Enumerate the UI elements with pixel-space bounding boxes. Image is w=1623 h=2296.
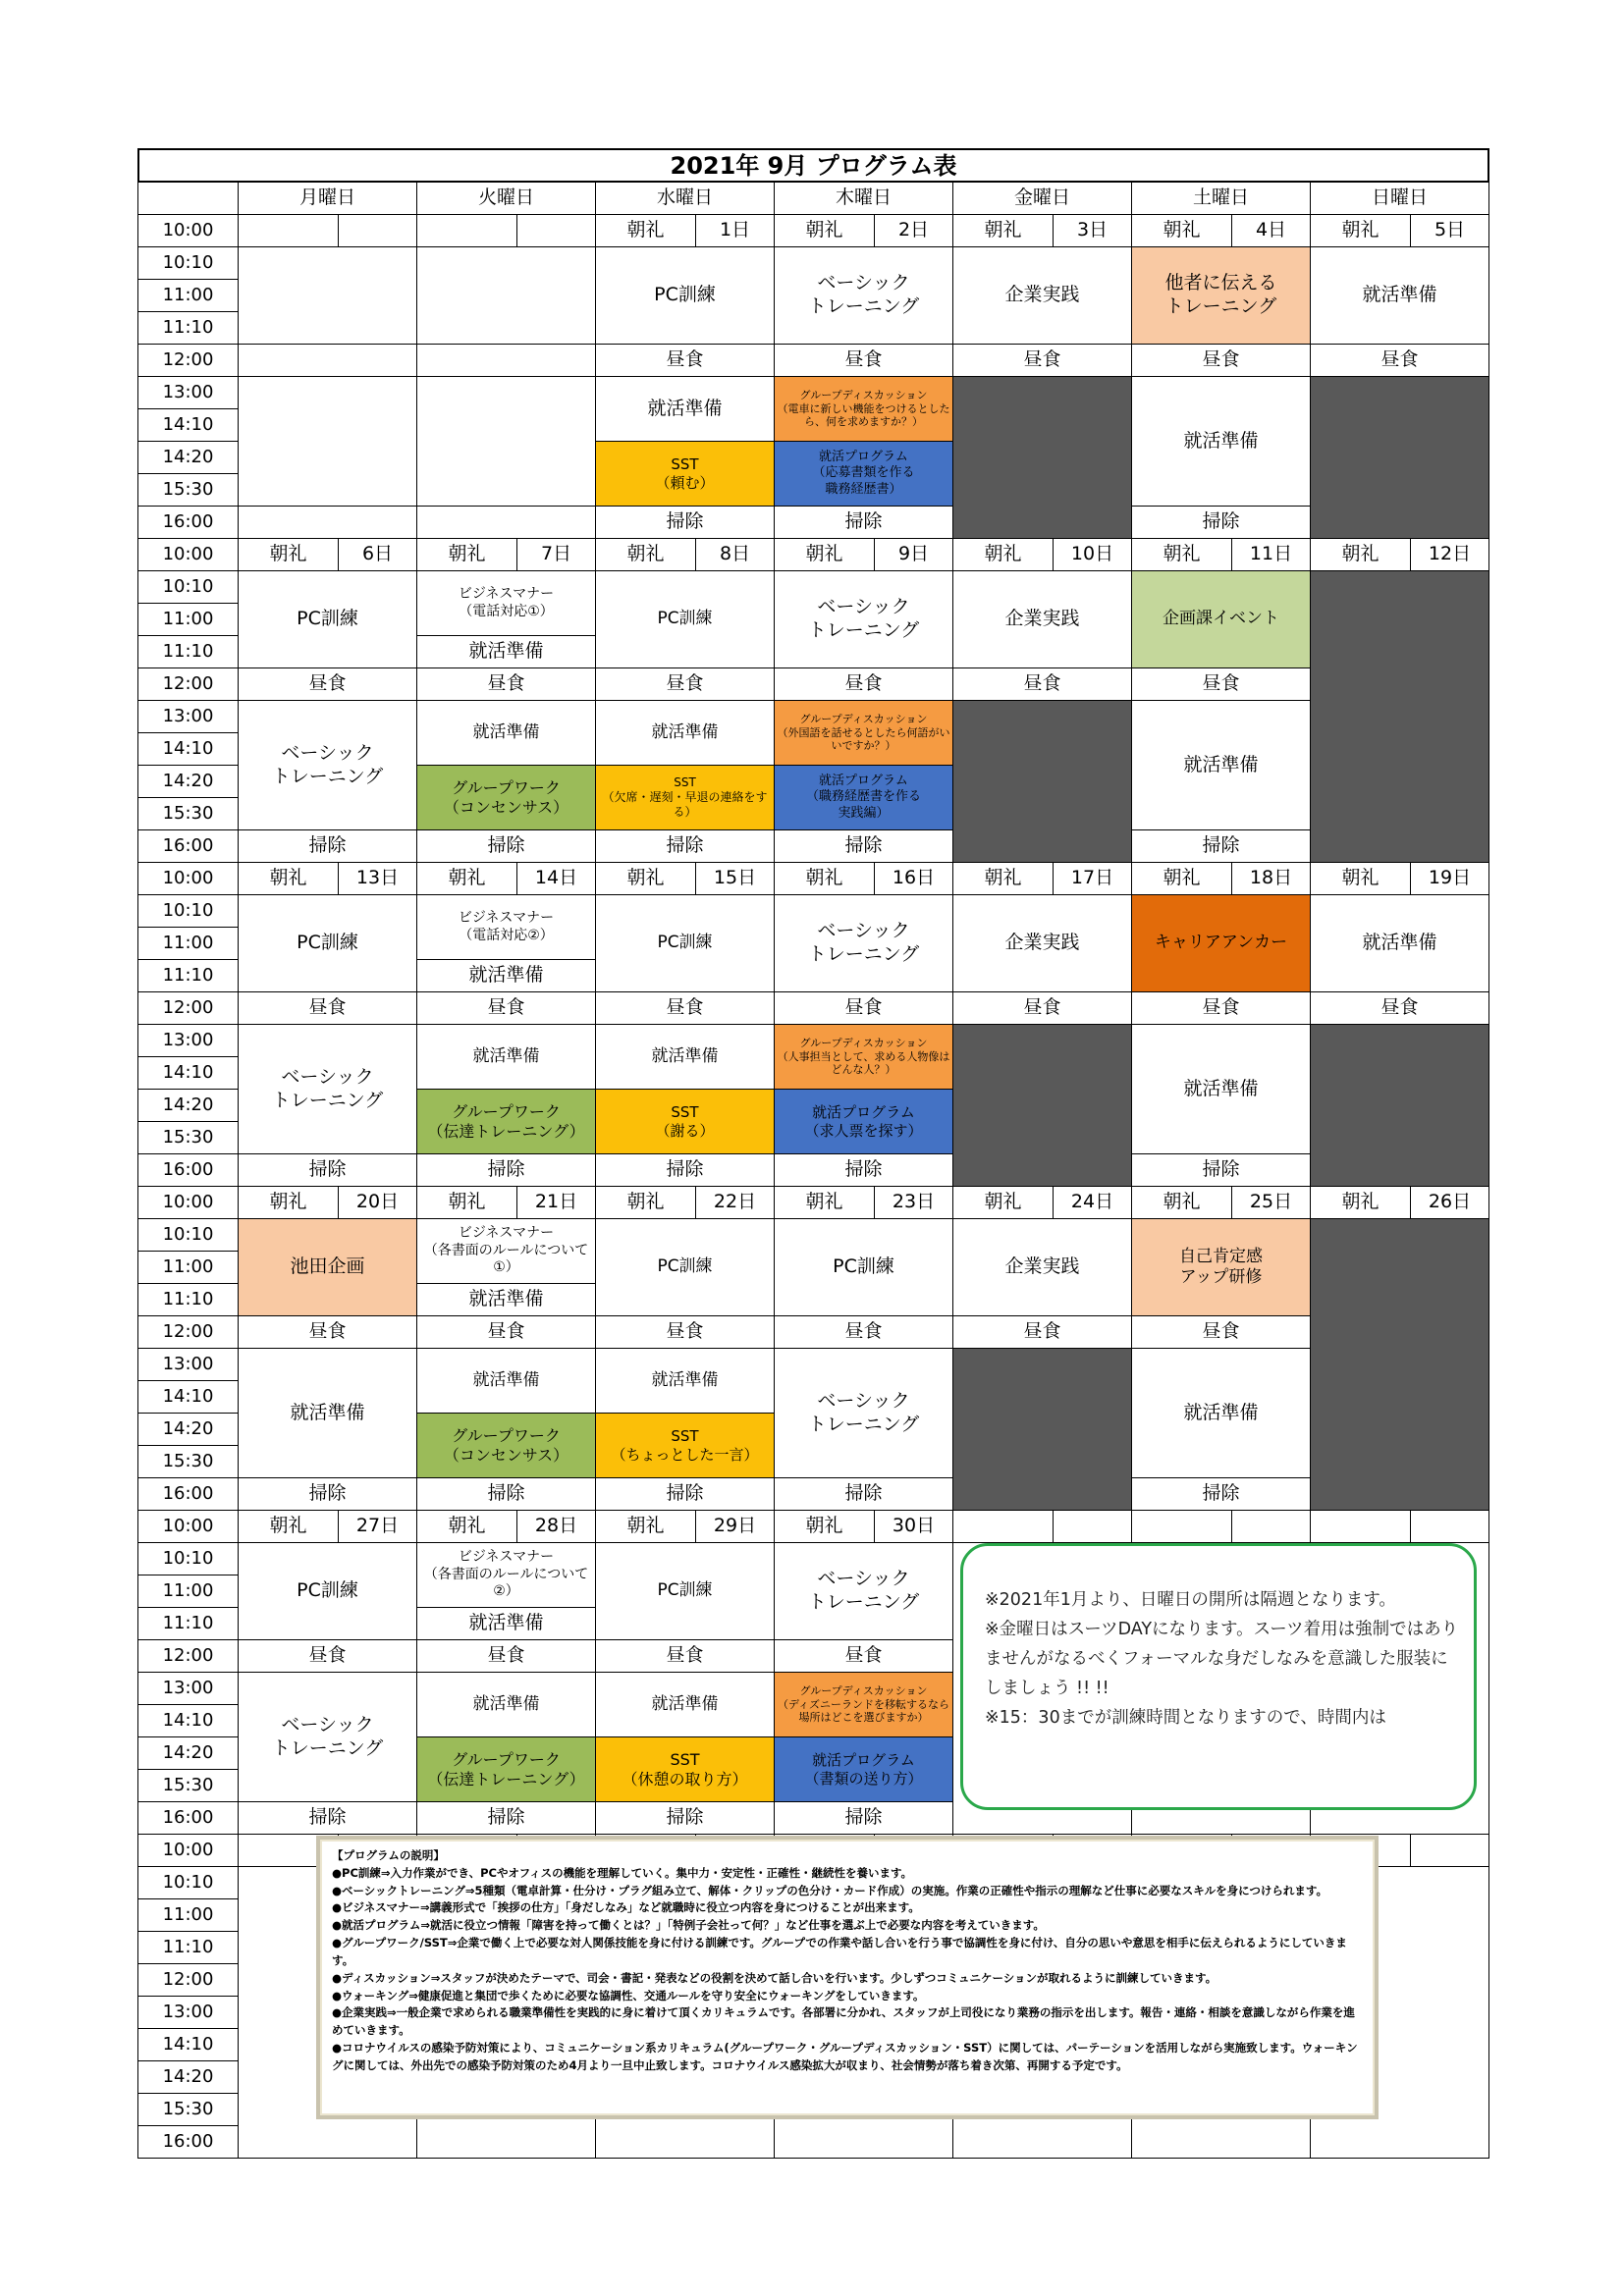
shukatsu-junbi: 就活準備: [416, 1348, 596, 1414]
chorei-cell: 朝礼: [774, 862, 875, 895]
time-label: 11:00: [137, 603, 239, 636]
time-label: 14:20: [137, 2060, 239, 2094]
pc-training: PC訓練: [595, 894, 775, 992]
time-label: 16:00: [137, 1153, 239, 1187]
group-work: グループワーク （コンセンサス）: [416, 765, 596, 830]
description-item: ●コロナウイルスの感染予防対策により、コミュニケーション系カリキュラム(グループワーク・グループディスカッション・SST）に関しては、パーテーションを活用しながら実施致します。ウォーキングに関しては、外出先での感染予防対策のため4月より一旦中止致します。コロナウイルス感染拡大が収まり、社会情勢が落ち着き次第、再開する予定です。: [332, 2040, 1358, 2072]
time-label: 15:30: [137, 1121, 239, 1154]
cleaning-cell: 掃除: [774, 506, 953, 539]
lunch-cell: 昼食: [952, 667, 1132, 701]
chorei-cell: 朝礼: [416, 1186, 517, 1219]
event-cell: 自己肯定感 アップ研修: [1131, 1218, 1311, 1316]
cleaning-cell: 掃除: [774, 1801, 953, 1835]
cleaning-cell: 掃除: [595, 1801, 775, 1835]
cleaning-cell: 掃除: [1131, 829, 1311, 863]
sst-cell: SST （休憩の取り方）: [595, 1736, 775, 1802]
date-cell: 9日: [874, 538, 953, 571]
time-label: 14:10: [137, 1056, 239, 1090]
description-item: ●PC訓練⇒入力作業ができ、PCやオフィスの機能を理解していく。集中力・安定性・正確性・継続性を養います。: [332, 1865, 913, 1880]
cleaning-cell: 掃除: [595, 829, 775, 863]
cleaning-cell: 掃除: [774, 1153, 953, 1187]
time-label: 11:10: [137, 1607, 239, 1640]
business-manner: ビジネスマナー （電話対応②）: [416, 894, 596, 960]
basic-training: PC訓練: [774, 1218, 953, 1316]
chorei-cell: 朝礼: [595, 214, 696, 247]
event-cell: 企画課イベント: [1131, 570, 1311, 668]
pc-training: PC訓練: [595, 570, 775, 668]
kigyo-jissen: 企業実践: [952, 246, 1132, 345]
empty-cell: [238, 246, 417, 345]
group-discussion: グループディスカッション （人事担当として、求める人物像はどんな人？）: [774, 1024, 953, 1090]
description-item: ●ビジネスマナー⇒講義形式で「挨拶の仕方」「身だしなみ」など就職時に役立つ内容を身につけることが出来ます。: [332, 1900, 920, 1915]
date-cell: 4日: [1231, 214, 1311, 247]
cleaning-cell: 掃除: [416, 1477, 596, 1511]
lunch-cell: 昼食: [774, 667, 953, 701]
header-blank: [137, 182, 239, 215]
lunch-cell: 昼食: [416, 1639, 596, 1673]
time-label: 10:00: [137, 862, 239, 895]
chorei-cell: 朝礼: [238, 538, 339, 571]
shukatsu-program: 就活プログラム （職務経歴書を作る 実践編）: [774, 765, 953, 830]
description-item: ●企業実践⇒一般企業で求められる職業準備性を実践的に身に着けて頂くカリキュラムです。各部署に分かれ、スタッフが上司役になり業務の指示を出します。報告・連絡・相談を意識しながら作業を進めていきます。: [332, 2005, 1355, 2038]
closed-cell: [1310, 1218, 1489, 1511]
date-cell: 16日: [874, 862, 953, 895]
chorei-cell: 朝礼: [1131, 538, 1232, 571]
lunch-cell: 昼食: [238, 1315, 417, 1349]
date-cell: 15日: [695, 862, 775, 895]
time-label: 10:10: [137, 570, 239, 604]
shukatsu-junbi: 就活準備: [416, 1024, 596, 1090]
kigyo-jissen: 企業実践: [952, 1218, 1132, 1316]
time-label: 10:10: [137, 894, 239, 928]
time-label: 10:00: [137, 1834, 239, 1867]
lunch-cell: 昼食: [1131, 1315, 1311, 1349]
time-label: 14:20: [137, 441, 239, 474]
cleaning-cell: 掃除: [595, 1477, 775, 1511]
time-label: 11:00: [137, 927, 239, 960]
pc-training: PC訓練: [238, 1542, 417, 1640]
chorei-cell: 朝礼: [1131, 1186, 1232, 1219]
pc-training: PC訓練: [238, 570, 417, 668]
day-header: 火曜日: [416, 182, 596, 215]
cleaning-cell: 掃除: [1131, 1153, 1311, 1187]
date-cell: 6日: [338, 538, 417, 571]
shukatsu-junbi: 就活準備: [1131, 1348, 1311, 1478]
time-label: 10:00: [137, 1510, 239, 1543]
time-label: 11:10: [137, 959, 239, 992]
shukatsu-junbi: 就活準備: [595, 1348, 775, 1414]
time-label: 12:00: [137, 344, 239, 377]
date-cell: 23日: [874, 1186, 953, 1219]
date-cell: 22日: [695, 1186, 775, 1219]
date-cell: 13日: [338, 862, 417, 895]
time-label: 10:10: [137, 1866, 239, 1899]
basic-training: ベーシック トレーニング: [774, 1348, 953, 1478]
chorei-cell: 朝礼: [238, 862, 339, 895]
time-label: 16:00: [137, 829, 239, 863]
pc-training: PC訓練: [595, 1218, 775, 1316]
group-work: グループワーク （コンセンサス）: [416, 1413, 596, 1478]
shukatsu-junbi: 就活準備: [595, 1024, 775, 1090]
empty-cell: [238, 344, 417, 377]
day-header: 土曜日: [1131, 182, 1311, 215]
shukatsu-junbi: 就活準備: [595, 1672, 775, 1737]
date-cell: 8日: [695, 538, 775, 571]
time-label: 13:00: [137, 1024, 239, 1057]
cleaning-cell: 掃除: [1131, 1477, 1311, 1511]
lunch-cell: 昼食: [238, 1639, 417, 1673]
cleaning-cell: 掃除: [595, 1153, 775, 1187]
lunch-cell: 昼食: [774, 344, 953, 377]
date-cell: 12日: [1410, 538, 1489, 571]
lunch-cell: 昼食: [595, 344, 775, 377]
time-label: 12:00: [137, 1963, 239, 1997]
lunch-cell: 昼食: [774, 1639, 953, 1673]
time-label: 14:10: [137, 2028, 239, 2061]
cleaning-cell: 掃除: [416, 1801, 596, 1835]
group-discussion: グループディスカッション （外国語を話せるとしたら何語がいいですか？）: [774, 700, 953, 766]
shukatsu-junbi: 就活準備: [416, 1607, 596, 1640]
time-label: 16:00: [137, 1801, 239, 1835]
empty-cell: [516, 214, 596, 247]
lunch-cell: 昼食: [774, 991, 953, 1025]
date-cell: 2日: [874, 214, 953, 247]
shukatsu-junbi: 就活準備: [416, 959, 596, 992]
empty-cell: [238, 214, 339, 247]
empty-cell: [1410, 1834, 1489, 1867]
basic-training: 就活準備: [238, 1348, 417, 1478]
closed-cell: [952, 1348, 1132, 1511]
time-label: 16:00: [137, 2125, 239, 2159]
time-label: 13:00: [137, 700, 239, 733]
description-item: ●就活プログラム⇒就活に役立つ情報「障害を持って働くとは？」「特例子会社って何？」など仕事を選ぶ上で必要な内容を考えていきます。: [332, 1918, 1045, 1933]
time-label: 15:30: [137, 1445, 239, 1478]
chorei-cell: 朝礼: [416, 1510, 517, 1543]
description-item: ●ディスカッション⇒スタッフが決めたテーマで、司会・書記・発表などの役割を決めて話し合いを行います。少しずつコミュニケーションが取れるように訓練していきます。: [332, 1970, 1217, 1985]
event-cell: キャリアアンカー: [1131, 894, 1311, 992]
chorei-cell: 朝礼: [952, 538, 1054, 571]
description-item: ●ベーシックトレーニング⇒5種類（電卓計算・仕分け・プラグ組み立て、解体・クリップの色分け・カード作成）の実施。作業の正確性や指示の理解など仕事に必要なスキルを身につけられます。: [332, 1883, 1328, 1897]
lunch-cell: 昼食: [1310, 344, 1489, 377]
lunch-cell: 昼食: [595, 667, 775, 701]
time-label: 14:10: [137, 732, 239, 766]
date-cell: 14日: [516, 862, 596, 895]
empty-cell: [416, 214, 517, 247]
time-label: 10:10: [137, 246, 239, 280]
date-cell: 5日: [1410, 214, 1489, 247]
empty-cell: [238, 376, 417, 507]
time-label: 11:10: [137, 635, 239, 668]
lunch-cell: 昼食: [1310, 991, 1489, 1025]
shukatsu-junbi: 就活準備: [1310, 894, 1489, 992]
lunch-cell: 昼食: [238, 991, 417, 1025]
date-cell: 27日: [338, 1510, 417, 1543]
chorei-cell: 朝礼: [774, 538, 875, 571]
date-cell: 1日: [695, 214, 775, 247]
shukatsu-junbi: 就活準備: [1131, 1024, 1311, 1154]
time-label: 12:00: [137, 1315, 239, 1349]
date-cell: 25日: [1231, 1186, 1311, 1219]
chorei-cell: 朝礼: [1310, 214, 1411, 247]
basic-training: ベーシック トレーニング: [238, 1672, 417, 1802]
business-manner: ビジネスマナー （各書面のルールについて②）: [416, 1542, 596, 1608]
day-header: 水曜日: [595, 182, 775, 215]
empty-cell: [238, 506, 417, 539]
empty-cell: [416, 376, 596, 507]
chorei-cell: 朝礼: [774, 1510, 875, 1543]
time-label: 12:00: [137, 991, 239, 1025]
chorei-cell: 朝礼: [416, 862, 517, 895]
chorei-cell: 朝礼: [952, 1186, 1054, 1219]
time-label: 11:00: [137, 279, 239, 312]
day-header: 木曜日: [774, 182, 953, 215]
time-label: 10:00: [137, 538, 239, 571]
lunch-cell: 昼食: [952, 344, 1132, 377]
time-label: 15:30: [137, 797, 239, 830]
time-label: 16:00: [137, 506, 239, 539]
chorei-cell: 朝礼: [238, 1186, 339, 1219]
notice-text: ※15：30までが訓練時間となりますので、時間内は: [985, 1708, 1386, 1729]
chorei-cell: 朝礼: [774, 214, 875, 247]
time-label: 15:30: [137, 1769, 239, 1802]
closed-cell: [952, 700, 1132, 863]
date-cell: 7日: [516, 538, 596, 571]
time-label: 14:20: [137, 1089, 239, 1122]
time-label: 11:10: [137, 1931, 239, 1964]
date-cell: 21日: [516, 1186, 596, 1219]
time-label: 13:00: [137, 376, 239, 409]
closed-cell: [1310, 570, 1489, 863]
pc-training: PC訓練: [238, 894, 417, 992]
lunch-cell: 昼食: [595, 1639, 775, 1673]
chorei-cell: 朝礼: [595, 862, 696, 895]
time-label: 14:20: [137, 1736, 239, 1770]
date-cell: 19日: [1410, 862, 1489, 895]
chorei-cell: 朝礼: [952, 214, 1054, 247]
closed-cell: [952, 376, 1132, 539]
empty-cell: [416, 246, 596, 345]
time-label: 11:00: [137, 1251, 239, 1284]
shukatsu-junbi: 就活準備: [416, 635, 596, 668]
date-cell: 24日: [1053, 1186, 1132, 1219]
time-label: 11:00: [137, 1575, 239, 1608]
lunch-cell: 昼食: [952, 991, 1132, 1025]
sst-cell: SST （頼む）: [595, 441, 775, 507]
chorei-cell: 朝礼: [1310, 1186, 1411, 1219]
time-label: 12:00: [137, 1639, 239, 1673]
shukatsu-program: 就活プログラム （求人票を探す）: [774, 1089, 953, 1154]
cleaning-cell: 掃除: [238, 1477, 417, 1511]
empty-cell: [1410, 1510, 1489, 1543]
time-label: 14:20: [137, 1413, 239, 1446]
cleaning-cell: 掃除: [238, 1153, 417, 1187]
chorei-cell: 朝礼: [774, 1186, 875, 1219]
pc-training: PC訓練: [595, 1542, 775, 1640]
sst-cell: SST （謝る）: [595, 1089, 775, 1154]
basic-training: ベーシック トレーニング: [774, 570, 953, 668]
shukatsu-junbi: 就活準備: [595, 700, 775, 766]
sst-cell: SST （ちょっとした一言）: [595, 1413, 775, 1478]
chorei-cell: 朝礼: [595, 1510, 696, 1543]
time-label: 13:00: [137, 1348, 239, 1381]
shukatsu-junbi: 就活準備: [1131, 376, 1311, 507]
cleaning-cell: 掃除: [595, 506, 775, 539]
cleaning-cell: 掃除: [416, 829, 596, 863]
basic-training: ベーシック トレーニング: [238, 700, 417, 830]
chorei-cell: 朝礼: [416, 538, 517, 571]
event-cell: 池田企画: [238, 1218, 417, 1316]
lunch-cell: 昼食: [416, 991, 596, 1025]
chorei-cell: 朝礼: [238, 1510, 339, 1543]
date-cell: 20日: [338, 1186, 417, 1219]
basic-training: ベーシック トレーニング: [238, 1024, 417, 1154]
shukatsu-program: 就活プログラム （応募書類を作る 職務経歴書）: [774, 441, 953, 507]
closed-cell: [1310, 1024, 1489, 1187]
lunch-cell: 昼食: [416, 1315, 596, 1349]
shukatsu-junbi: 就活準備: [416, 1672, 596, 1737]
shukatsu-junbi: 就活準備: [416, 1283, 596, 1316]
cleaning-cell: 掃除: [774, 829, 953, 863]
group-work: グループワーク （伝達トレーニング）: [416, 1736, 596, 1802]
time-label: 14:20: [137, 765, 239, 798]
date-cell: 11日: [1231, 538, 1311, 571]
cleaning-cell: 掃除: [238, 829, 417, 863]
shukatsu-junbi: 就活準備: [1310, 246, 1489, 345]
closed-cell: [952, 1024, 1132, 1187]
program-description: [316, 1836, 1379, 2119]
empty-cell: [1231, 1510, 1311, 1543]
kigyo-jissen: 企業実践: [952, 570, 1132, 668]
basic-training: ベーシック トレーニング: [774, 1542, 953, 1640]
time-label: 10:10: [137, 1218, 239, 1252]
date-cell: 26日: [1410, 1186, 1489, 1219]
cleaning-cell: 掃除: [238, 1801, 417, 1835]
time-label: 10:00: [137, 1186, 239, 1219]
time-label: 11:10: [137, 311, 239, 345]
lunch-cell: 昼食: [595, 991, 775, 1025]
basic-training: ベーシック トレーニング: [774, 246, 953, 345]
shukatsu-junbi: 就活準備: [416, 700, 596, 766]
chorei-cell: 朝礼: [595, 538, 696, 571]
time-label: 14:10: [137, 1704, 239, 1737]
day-header: 月曜日: [238, 182, 417, 215]
date-cell: 10日: [1053, 538, 1132, 571]
lunch-cell: 昼食: [1131, 667, 1311, 701]
time-label: 14:10: [137, 408, 239, 442]
kigyo-jissen: 企業実践: [952, 894, 1132, 992]
chorei-cell: 朝礼: [1131, 214, 1232, 247]
chorei-cell: 朝礼: [595, 1186, 696, 1219]
cleaning-cell: 掃除: [774, 1477, 953, 1511]
time-label: 16:00: [137, 1477, 239, 1511]
pc-training: PC訓練: [595, 246, 775, 345]
chorei-cell: 朝礼: [1310, 538, 1411, 571]
group-discussion: グループディスカッション （電車に新しい機能をつけるとしたら、何を求めますか？）: [774, 376, 953, 442]
lunch-cell: 昼食: [416, 667, 596, 701]
date-cell: 18日: [1231, 862, 1311, 895]
lunch-cell: 昼食: [595, 1315, 775, 1349]
date-cell: 3日: [1053, 214, 1132, 247]
business-manner: ビジネスマナー （各書面のルールについて①）: [416, 1218, 596, 1284]
empty-cell: [416, 344, 596, 377]
time-label: 11:00: [137, 1898, 239, 1932]
date-cell: 28日: [516, 1510, 596, 1543]
empty-cell: [1131, 1510, 1232, 1543]
time-label: 11:10: [137, 1283, 239, 1316]
shukatsu-junbi: 就活準備: [1131, 700, 1311, 830]
date-cell: 30日: [874, 1510, 953, 1543]
notice-text: ※金曜日はスーツDAYになります。スーツ着用は強制ではありませんがなるべくフォーマルな身だしなみを意識した服装にしましょう !! !!: [985, 1620, 1459, 1699]
description-item: ●ウォーキング⇒健康促進と集団で歩くために必要な協調性、交通ルールを守り安全にウォーキングをしていきます。: [332, 1988, 925, 2002]
basic-training: ベーシック トレーニング: [774, 894, 953, 992]
chorei-cell: 朝礼: [952, 862, 1054, 895]
description-heading: 【プログラムの説明】: [332, 1848, 445, 1862]
day-header: 金曜日: [952, 182, 1132, 215]
description-item: ●グループワーク/SST⇒企業で働く上で必要な対人関係技能を身に付ける訓練です。グループでの作業や話し合いを行う事で協調性を身に付け、自分の思いや意思を相手に伝えられるようにしていきます。: [332, 1936, 1347, 1967]
business-manner: ビジネスマナー （電話対応①）: [416, 570, 596, 636]
shukatsu-program: 就活プログラム （書類の送り方）: [774, 1736, 953, 1802]
lunch-cell: 昼食: [1131, 991, 1311, 1025]
chorei-cell: 朝礼: [1310, 862, 1411, 895]
date-cell: 17日: [1053, 862, 1132, 895]
notice-text: ※2021年1月より、日曜日の開所は隔週となります。: [985, 1590, 1396, 1610]
empty-cell: [416, 506, 596, 539]
cleaning-cell: 掃除: [416, 1153, 596, 1187]
date-cell: 29日: [695, 1510, 775, 1543]
time-label: 13:00: [137, 1996, 239, 2029]
empty-cell: [338, 214, 417, 247]
lunch-cell: 昼食: [1131, 344, 1311, 377]
closed-cell: [1310, 376, 1489, 539]
notice-box: [960, 1543, 1477, 1810]
time-label: 13:00: [137, 1672, 239, 1705]
time-label: 14:10: [137, 1380, 239, 1414]
chorei-cell: 朝礼: [1131, 862, 1232, 895]
empty-cell: [1053, 1510, 1132, 1543]
lunch-cell: 昼食: [774, 1315, 953, 1349]
event-cell: 他者に伝える トレーニング: [1131, 246, 1311, 345]
time-label: 15:30: [137, 473, 239, 507]
lunch-cell: 昼食: [952, 1315, 1132, 1349]
group-work: グループワーク （伝達トレーニング）: [416, 1089, 596, 1154]
empty-cell: [1310, 1510, 1411, 1543]
shukatsu-junbi: 就活準備: [595, 376, 775, 442]
empty-cell: [952, 1510, 1054, 1543]
day-header: 日曜日: [1310, 182, 1489, 215]
time-label: 10:00: [137, 214, 239, 247]
group-discussion: グループディスカッション （ディズニーランドを移転するなら場所はどこを選びますか）: [774, 1672, 953, 1737]
page-title: 2021年 9月 プログラム表: [137, 148, 1489, 183]
cleaning-cell: 掃除: [1131, 506, 1311, 539]
lunch-cell: 昼食: [238, 667, 417, 701]
sst-cell: SST （欠席・遅刻・早退の連絡をする）: [595, 765, 775, 830]
time-label: 15:30: [137, 2093, 239, 2126]
time-label: 12:00: [137, 667, 239, 701]
time-label: 10:10: [137, 1542, 239, 1575]
